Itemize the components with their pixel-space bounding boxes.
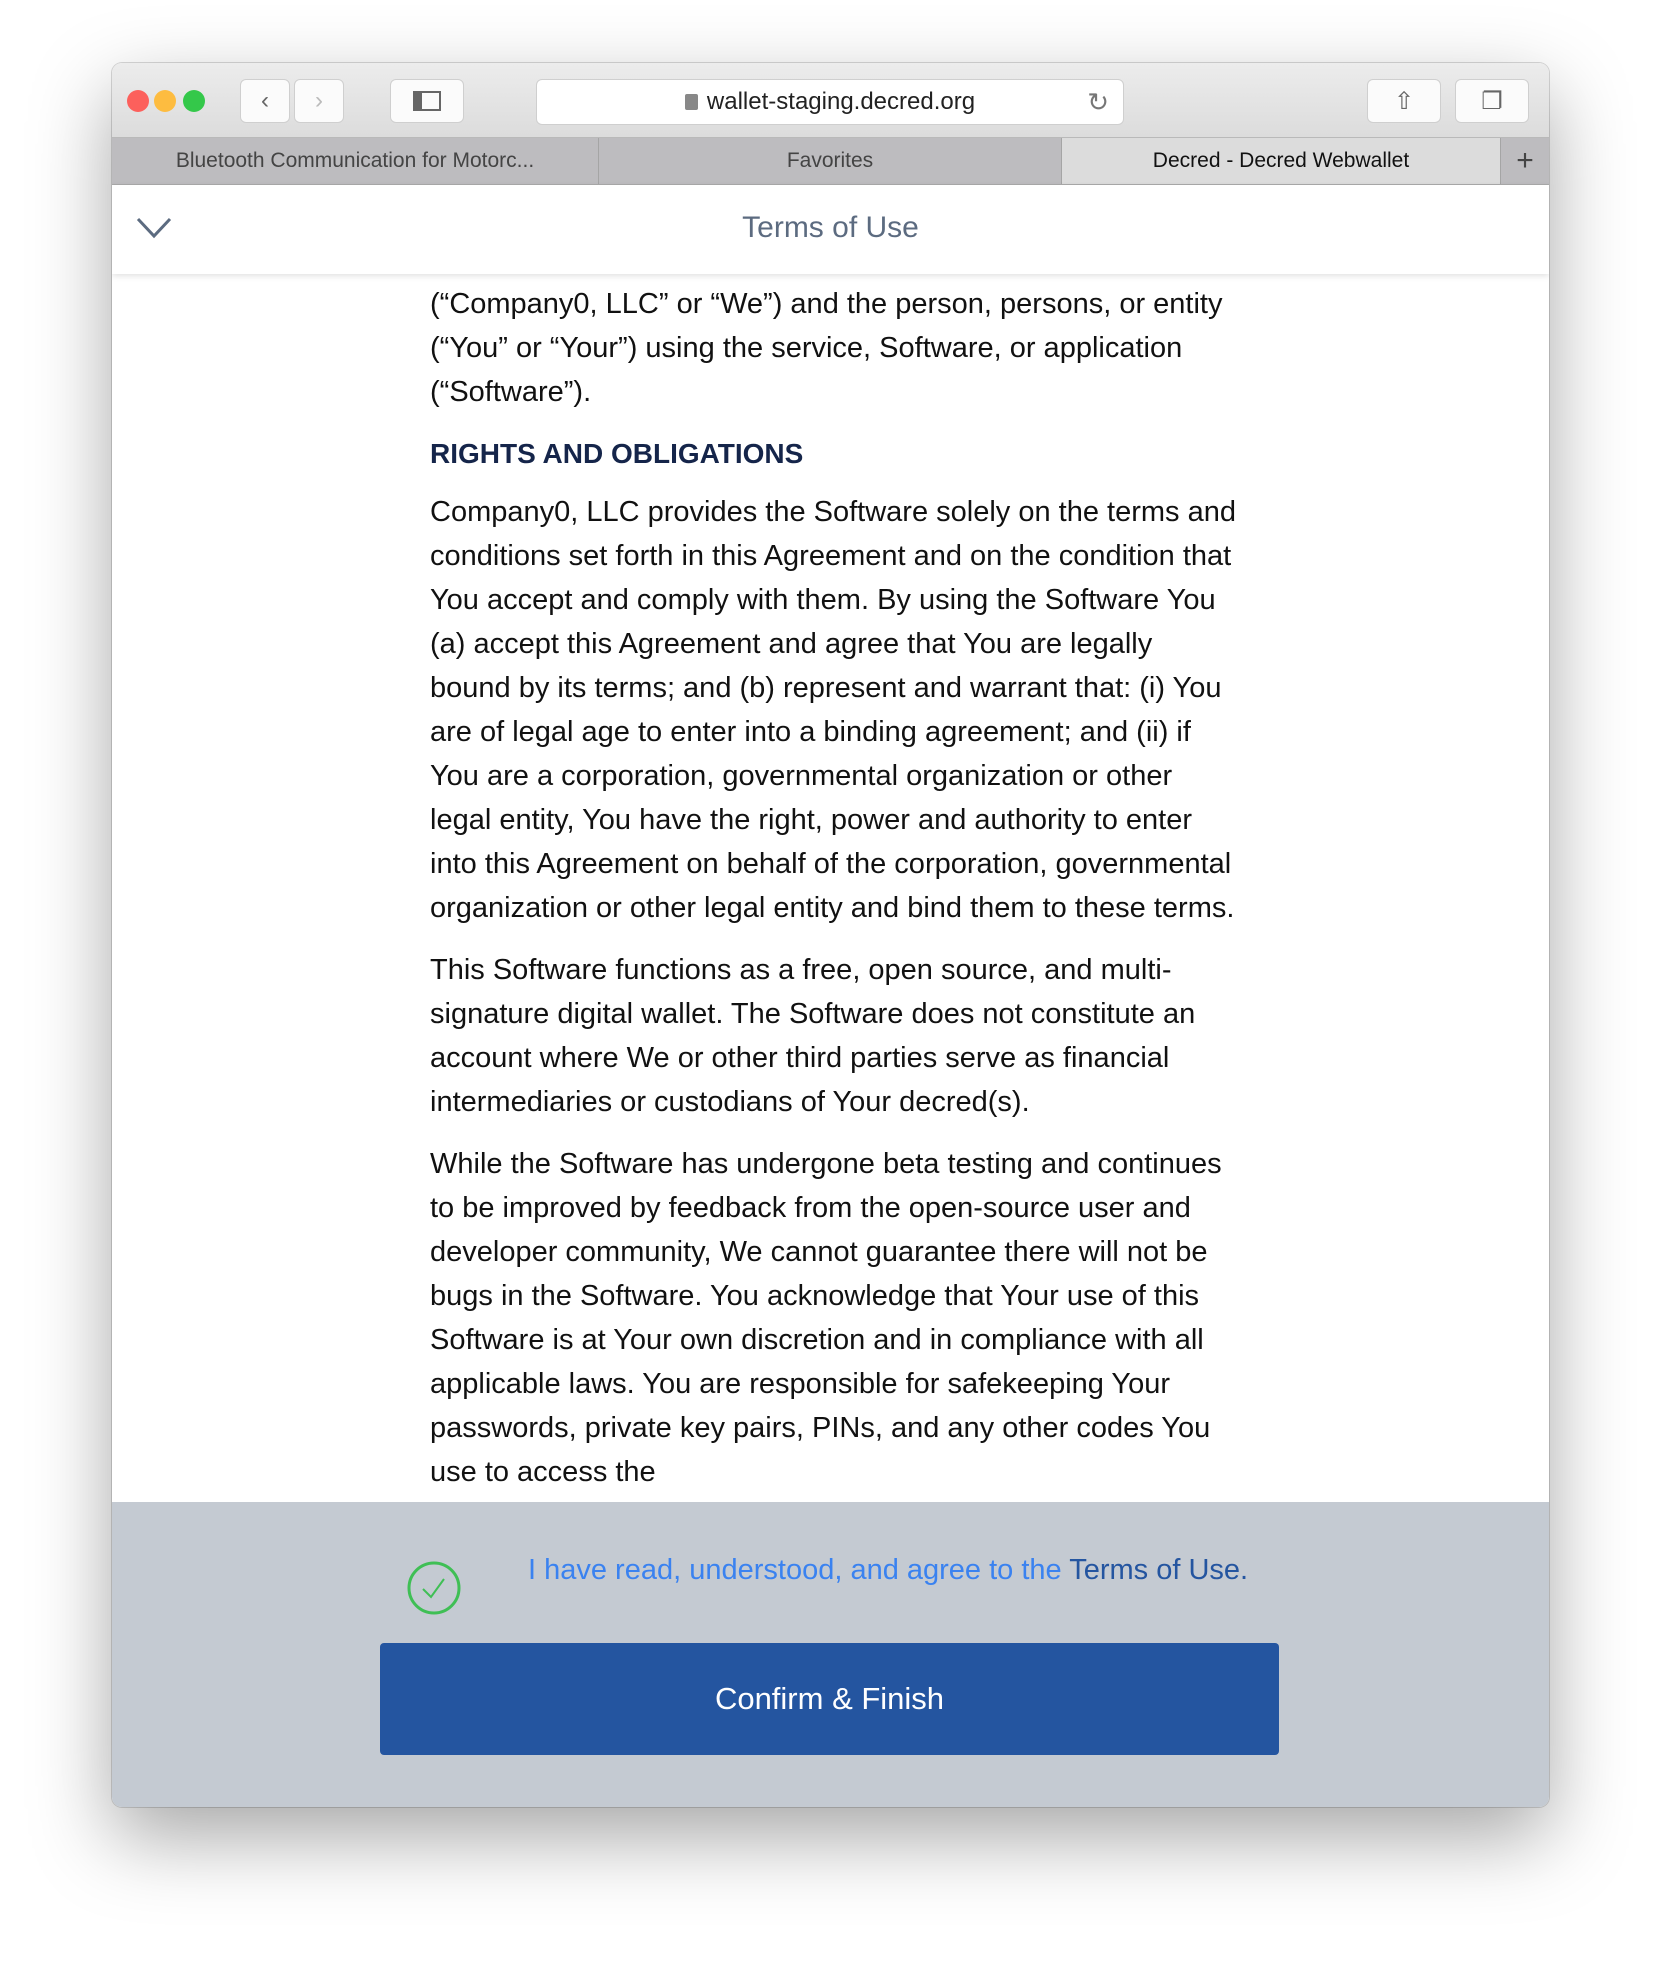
terms-heading: RIGHTS AND OBLIGATIONS [430,438,804,469]
terms-paragraph: This Software functions as a free, open source, and multi-signature digital wallet. The Software does not constitute an account where We or other third parties serve as financial intermediaries or custodians of Your decred(s). [430,954,1196,1118]
tabs-overview-button[interactable] [1455,79,1529,123]
sidebar-button[interactable] [390,79,464,123]
sidebar-icon [413,91,441,111]
share-button[interactable] [1367,79,1441,123]
terms-text [430,282,1240,1502]
browser-toolbar [112,63,1549,138]
plus-icon: + [1516,144,1534,177]
new-tab-button[interactable] [1501,138,1549,184]
terms-link[interactable]: Terms of Use [1069,1554,1241,1586]
forward-button[interactable] [294,79,344,123]
tab-favorites[interactable] [599,138,1062,184]
agreement-footer [112,1502,1549,1807]
agreement-text: I have read, understood, and agree to the [528,1554,1070,1586]
terms-intro: (“Company0, LLC” or “We”) and the person, persons, or entity (“You” or “Your”) using the service, Software, or application (“Software”). [430,288,1223,408]
share-icon: ⇧ [1393,87,1415,115]
reload-icon[interactable]: ↻ [1087,86,1109,117]
minimize-window-button[interactable] [154,90,176,112]
chevron-right-icon: › [315,87,323,114]
tab-bluetooth[interactable] [112,138,599,184]
confirm-finish-button[interactable]: Confirm & Finish [380,1643,1279,1755]
zoom-window-button[interactable] [183,90,205,112]
modal-header [112,185,1549,274]
close-window-button[interactable] [127,90,149,112]
agree-checkbox[interactable] [406,1560,462,1616]
tab-label: Decred - Decred Webwallet [1152,149,1410,172]
tab-bar [112,138,1549,185]
tab-decred-webwallet[interactable] [1062,138,1501,184]
address-bar[interactable] [536,79,1124,125]
tab-label: Favorites [786,149,874,172]
agreement-period: . [1240,1554,1249,1586]
page-title: Terms of Use [742,211,919,244]
browser-window [112,63,1549,1807]
terms-paragraph: While the Software has undergone beta testing and continues to be improved by feedback from the open-source user and developer community, We cannot guarantee there will not be bugs in the Software. You acknowledge that Your use of this Software is at Your own discretion and in compliance with all applicable laws. You are responsible for safekeeping Your passwords, private key pairs, PINs, and any other codes You use to access the [430,1148,1222,1488]
terms-paragraph: Company0, LLC provides the Software solely on the terms and conditions set forth in this Agreement and on the condition that You accept and comply with them. By using the Software You (a) accept this Agreement and agree that You are legally bound by its terms; and (b) represent and warrant that: (i) You are of legal age to enter into a binding agreement; and (ii) if You are a corporation, governmental organization or other legal entity, You have the right, power and authority to enter into this Agreement on behalf of the corporation, governmental organization or other legal entity and bind them to these terms. [430,496,1236,924]
url-text: wallet-staging.decred.org [706,88,976,115]
tabs-icon: ❐ [1481,87,1503,115]
agreement-label[interactable] [528,1554,1248,1587]
back-button[interactable] [240,79,290,123]
lock-icon [685,94,698,110]
chevron-left-icon: ‹ [261,87,269,114]
tab-label: Bluetooth Communication for Motorc... [175,149,535,172]
terms-scroll-area[interactable] [112,274,1549,1502]
